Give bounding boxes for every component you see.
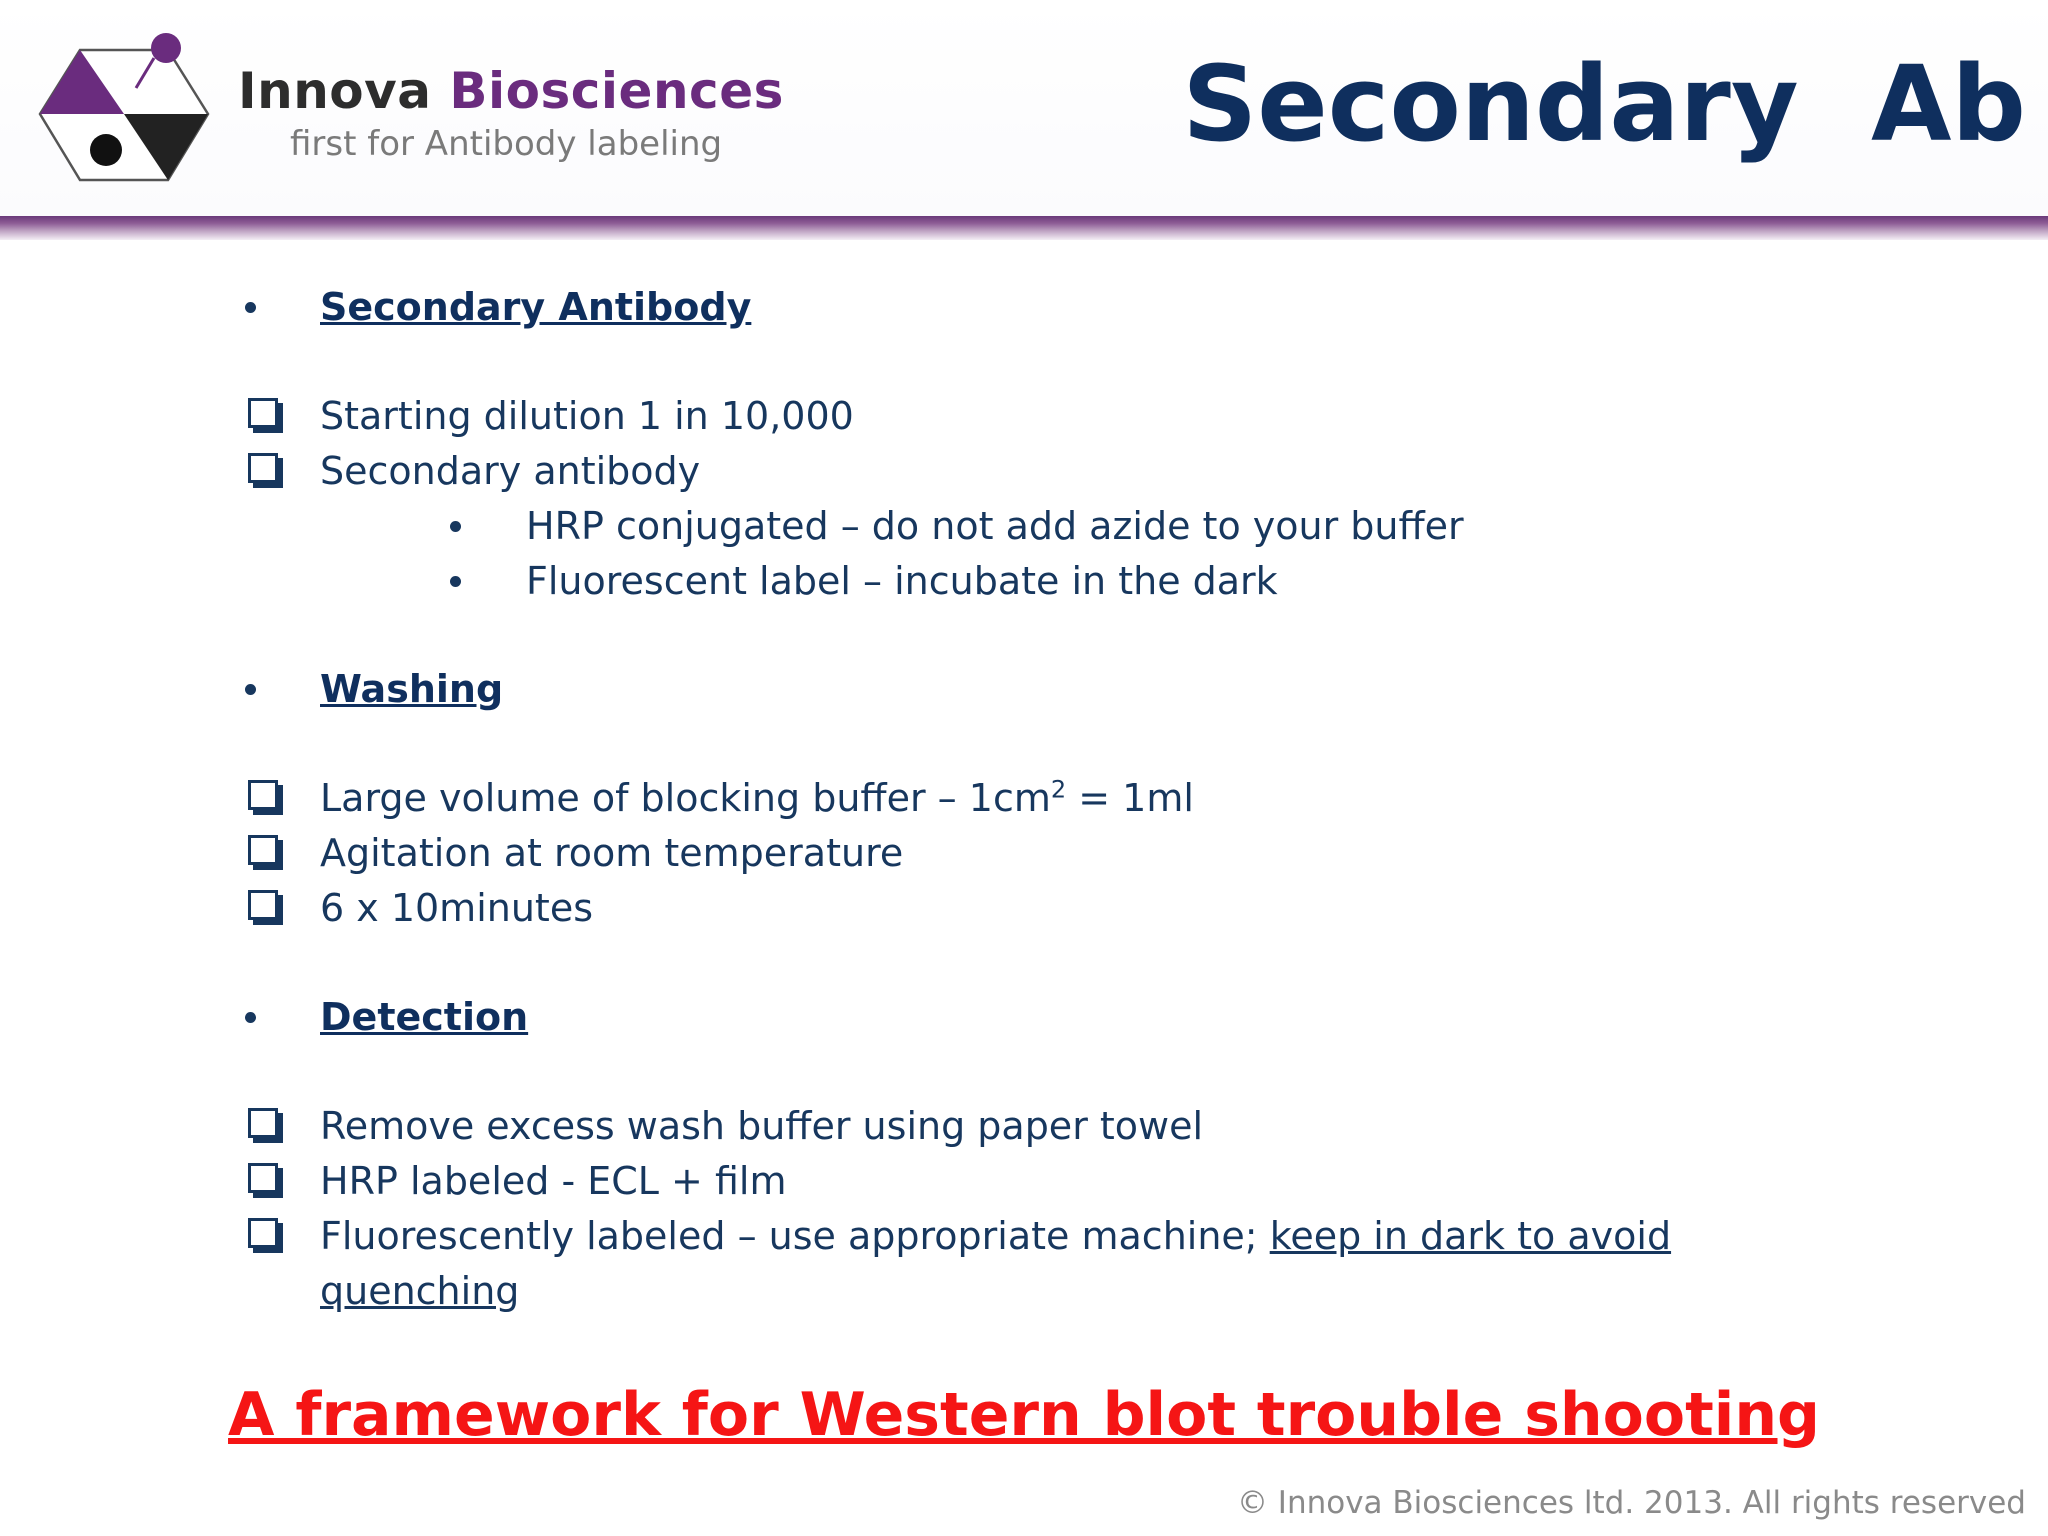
- keep-in-dark-note: keep in dark to avoid: [1269, 1214, 1672, 1258]
- sub-item-fluorescent-label: Fluorescent label – incubate in the dark: [526, 559, 1278, 603]
- bullet-icon: [450, 521, 461, 532]
- header-divider-band: [0, 216, 2048, 240]
- checkbox-icon: [248, 835, 278, 865]
- item-remove-excess: Remove excess wash buffer using paper towel: [320, 1104, 1204, 1148]
- bullet-icon: [245, 1012, 256, 1023]
- item-fluorescently-labeled-text: Fluorescently labeled – use appropriate machine;: [320, 1214, 1270, 1258]
- bullet-icon: [245, 302, 256, 313]
- slide-title: Secondary Ab: [1182, 43, 2026, 165]
- checkbox-icon: [248, 1218, 278, 1248]
- brand-name-innova: Innova: [238, 62, 432, 120]
- brand-tagline: first for Antibody labeling: [290, 124, 723, 164]
- checkbox-icon: [248, 890, 278, 920]
- checkbox-icon: [248, 1163, 278, 1193]
- item-secondary-antibody: Secondary antibody: [320, 449, 701, 493]
- innova-logo-icon: [36, 28, 212, 200]
- item-large-volume-text: Large volume of blocking buffer – 1cm: [320, 776, 1051, 820]
- sub-item-hrp-conjugated: HRP conjugated – do not add azide to your buffer: [526, 504, 1464, 548]
- item-six-by-ten: 6 x 10minutes: [320, 886, 593, 930]
- bullet-icon: [245, 684, 256, 695]
- checkbox-icon: [248, 453, 278, 483]
- checkbox-icon: [248, 1108, 278, 1138]
- checkbox-icon: [248, 398, 278, 428]
- quenching-note: quenching: [320, 1269, 520, 1313]
- item-large-volume-suffix: = 1ml: [1066, 776, 1194, 820]
- superscript-two: 2: [1050, 775, 1067, 804]
- heading-secondary-antibody: Secondary Antibody: [320, 285, 752, 329]
- item-starting-dilution: Starting dilution 1 in 10,000: [320, 394, 854, 438]
- item-hrp-labeled: HRP labeled - ECL + film: [320, 1159, 787, 1203]
- item-fluorescently-labeled: [320, 1212, 1671, 1260]
- checkbox-icon: [248, 780, 278, 810]
- framework-title: A framework for Western blot trouble shooting: [228, 1380, 1820, 1450]
- brand-name-biosciences: Biosciences: [449, 62, 784, 120]
- item-large-volume: [320, 774, 1194, 822]
- brand-name: [238, 62, 784, 120]
- heading-washing: Washing: [320, 667, 504, 711]
- copyright-notice: © Innova Biosciences ltd. 2013. All rights reserved: [1236, 1485, 2026, 1521]
- bullet-icon: [450, 576, 461, 587]
- item-agitation: Agitation at room temperature: [320, 831, 904, 875]
- heading-detection: Detection: [320, 995, 529, 1039]
